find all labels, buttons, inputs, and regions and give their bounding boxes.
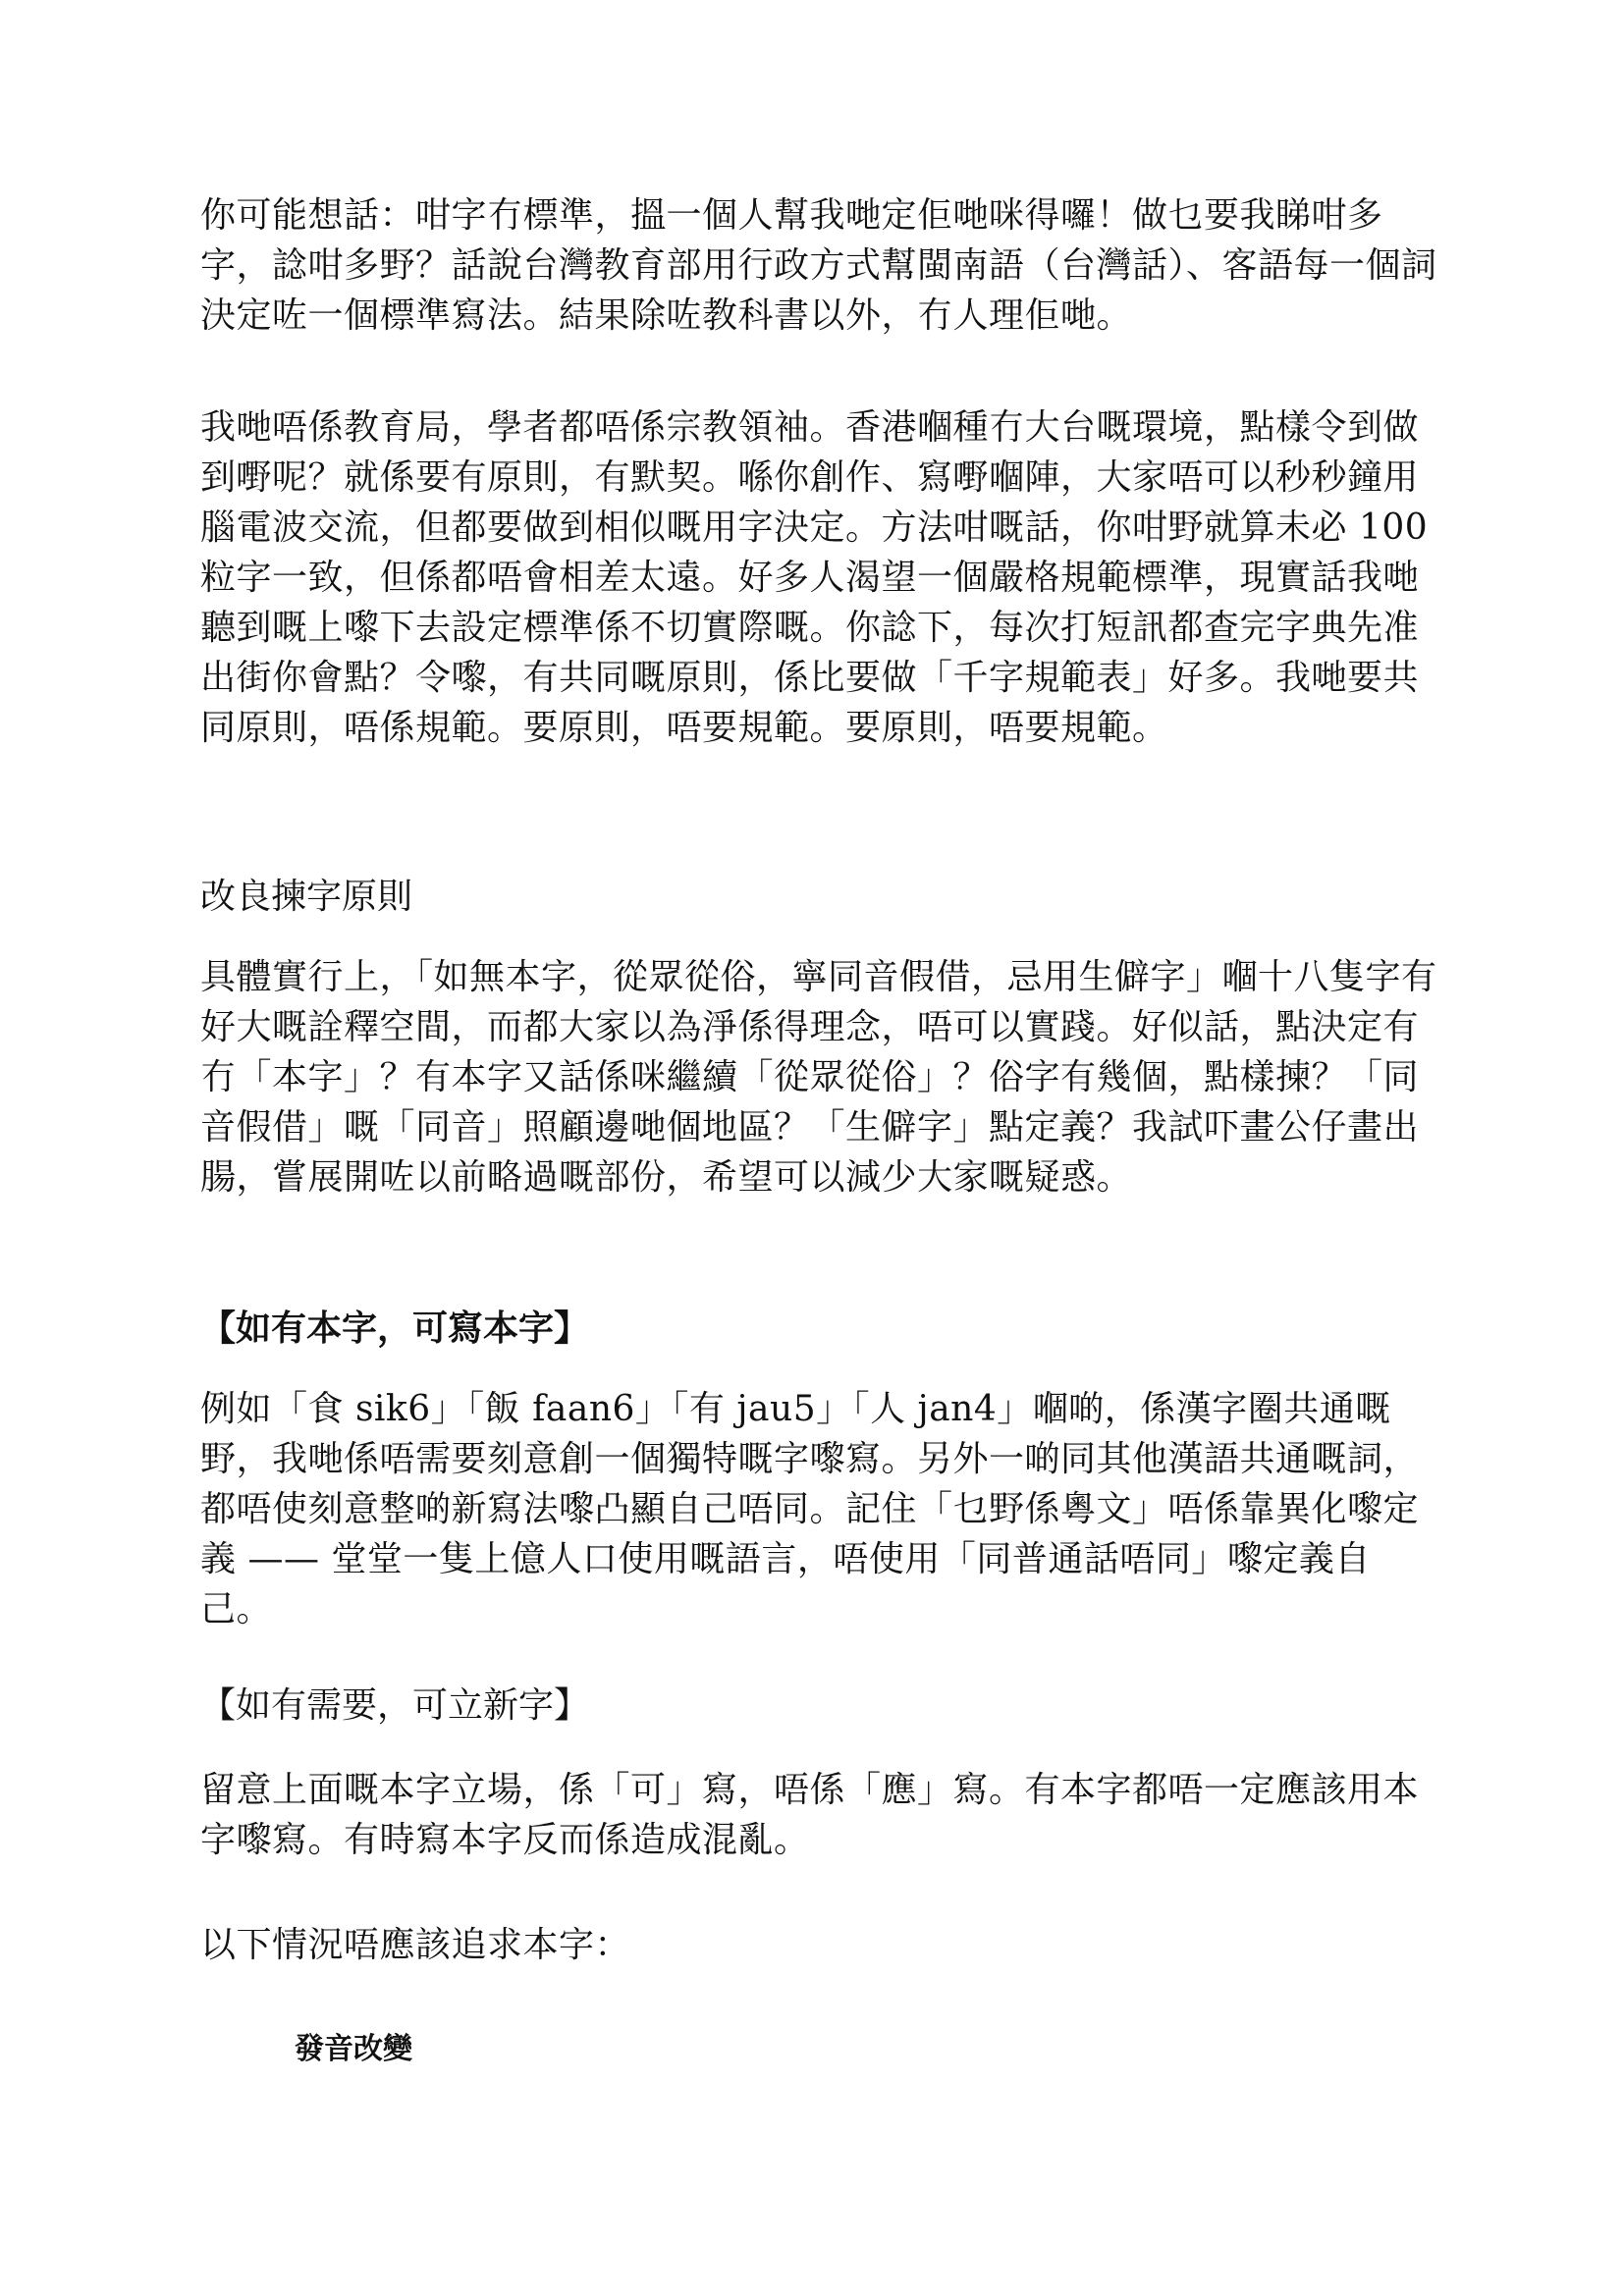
- paragraph-can-not-should: 留意上面嘅本字立場，係「可」寫，唔係「應」寫。有本字都唔一定應該用本字嚟寫。有時寫本字反而係造成混亂。: [200, 1770, 1420, 1860]
- heading-if-needed-new-char: 【如有需要，可立新字】: [200, 1685, 590, 1726]
- paragraph-no-standard: 你可能想話：咁字冇標準，搵一個人幫我哋定佢哋咪得囉！做乜要我睇咁多字，諗咁多野？話說台灣教育部用行政方式幫閩南語（台灣話）、客語每一個詞決定咗一個標準寫法。結果除咗教科書以外，冇人理佢哋。: [200, 195, 1437, 336]
- paragraph-common-characters: 例如「食 sik6」「飯 faan6」「有 jau5」「人 jan4」嗰啲，係漢字圈共通嘅野，我哋係唔需要刻意創一個獨特嘅字嚟寫。另外一啲同其他漢語共通嘅詞，都唔使刻意整啲新寫法嚟凸顯自己唔同。記住「乜野係粵文」唔係靠異化嚟定義 —— 堂堂一隻上億人口使用嘅語言，唔使用「同普通話唔同」嚟定義自己。: [200, 1389, 1420, 1629]
- paragraph-principles: 我哋唔係教育局，學者都唔係宗教領袖。香港嗰種冇大台嘅環境，點樣令到做到嘢呢？就係要有原則，有默契。喺你創作、寫嘢嗰陣，大家唔可以秒秒鐘用腦電波交流，但都要做到相似嘅用字決定。方法咁嘅話，你咁野就算未必 100 粒字一致，但係都唔會相差太遠。好多人渴望一個嚴格規範標準，現實話我哋聽到嘅上嚟下去設定標準係不切實際嘅。你諗下，每次打短訊都查完字典先准出街你會點？令嚟，有共同嘅原則，係比要做「千字規範表」好多。我哋要共同原則，唔係規範。要原則，唔要規範。要原則，唔要規範。: [200, 407, 1429, 748]
- subheading-pronunciation-change: 發音改變: [295, 2032, 412, 2066]
- paragraph-following-cases: 以下情況唔應該追求本字：: [200, 1925, 631, 1965]
- heading-improve-principles: 改良揀字原則: [200, 877, 413, 917]
- paragraph-implementation: 具體實行上，「如無本字，從眾從俗，寧同音假借，忌用生僻字」嗰十八隻字有好大嘅詮釋空間，而都大家以為淨係得理念，唔可以實踐。好似話，點決定有冇「本字」？有本字又話係咪繼續「從眾從俗」？俗字有幾個，點樣揀？「同音假借」嘅「同音」照顧邊哋個地區？「生僻字」點定義？我試吓畫公仔畫出腸，嘗展開咗以前略過嘅部份，希望可以減少大家嘅疑惑。: [200, 957, 1437, 1198]
- heading-if-original-char: 【如有本字，可寫本字】: [200, 1308, 590, 1349]
